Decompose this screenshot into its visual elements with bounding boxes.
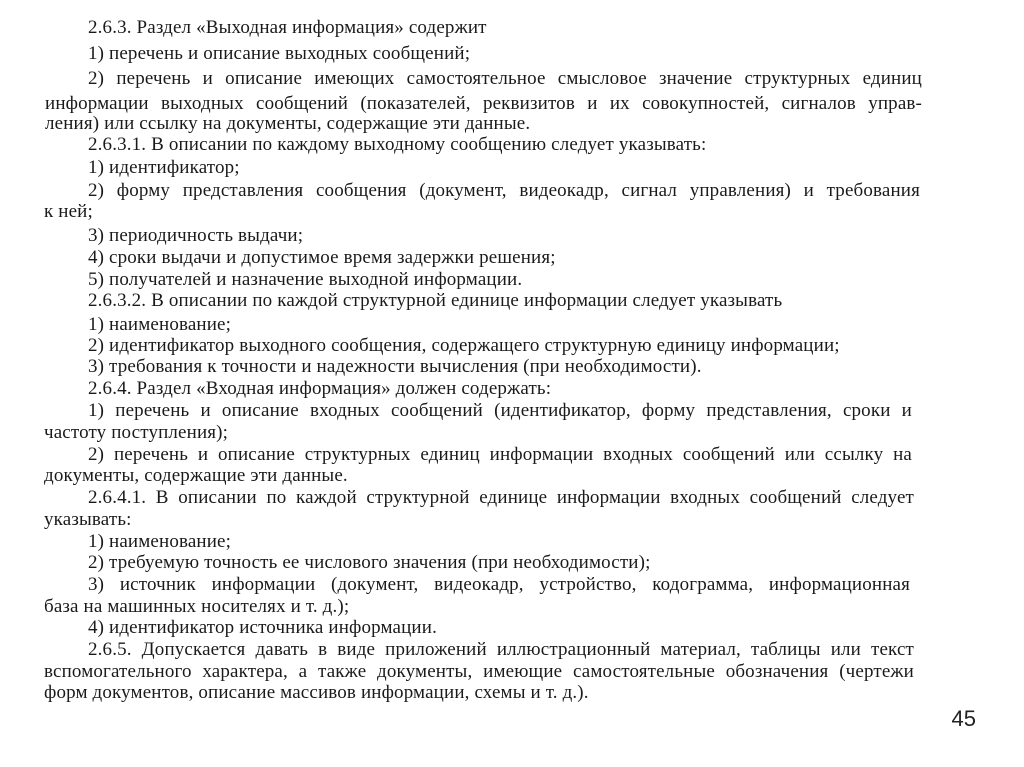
text-line: 1) перечень и описание входных сообщений (идентификатор, форму представления, сроки и	[88, 400, 912, 421]
text-line: 1) наименование;	[88, 314, 232, 335]
slide-number: 45	[951, 706, 976, 731]
text-line: 3) требования к точности и надежности вычисления (при необходимости).	[88, 356, 702, 377]
text-line: 2.6.3. Раздел «Выходная информация» содержит	[88, 17, 487, 38]
text-line: 2) идентификатор выходного сообщения, содержащего структурную единицу информации;	[88, 335, 840, 356]
text-line: к ней;	[44, 201, 93, 222]
text-line: 2.6.4. Раздел «Входная информация» должен содержать:	[88, 378, 552, 399]
text-line: 1) идентификатор;	[88, 157, 240, 178]
text-line: 2) требуемую точность ее числового значения (при необходимости);	[88, 552, 651, 573]
text-line: частоту поступления);	[44, 422, 229, 443]
text-line: вспомогательного характера, а также документы, имеющие самостоятельные обозначения (чертежи	[44, 661, 914, 682]
text-line: 5) получателей и назначение выходной информации.	[88, 269, 523, 290]
text-line: 2) форму представления сообщения (документ, видеокадр, сигнал управления) и требования	[88, 180, 920, 201]
text-line: документы, содержащие эти данные.	[44, 465, 348, 486]
text-line: 1) наименование;	[88, 531, 232, 552]
text-line: 4) сроки выдачи и допустимое время задержки решения;	[88, 247, 556, 268]
text-line: информации выходных сообщений (показателей, реквизитов и их совокупностей, сигналов управ-	[45, 93, 922, 114]
text-line: форм документов, описание массивов информации, схемы и т. д.).	[44, 682, 589, 703]
text-line: 2) перечень и описание структурных единиц информации входных сообщений или ссылку на	[88, 444, 912, 465]
text-line: 2.6.4.1. В описании по каждой структурной единице информации входных сообщений следует	[88, 487, 914, 508]
text-line: 3) источник информации (документ, видеокадр, устройство, кодограмма, информационная	[88, 574, 910, 595]
text-line: 3) периодичность выдачи;	[88, 225, 304, 246]
text-line: 1) перечень и описание выходных сообщений;	[88, 43, 471, 64]
text-line: 2.6.3.1. В описании по каждому выходному сообщению следует указывать:	[88, 134, 707, 155]
text-line: 2) перечень и описание имеющих самостоятельное смысловое значение структурных единиц	[88, 68, 922, 89]
text-line: 2.6.3.2. В описании по каждой структурной единице информации следует указывать	[88, 290, 783, 311]
text-line: ления) или ссылку на документы, содержащие эти данные.	[45, 113, 531, 134]
text-line: 4) идентификатор источника информации.	[88, 617, 437, 638]
text-line: база на машинных носителях и т. д.);	[44, 596, 350, 617]
text-line: 2.6.5. Допускается давать в виде приложений иллюстрационный материал, таблицы или текст	[88, 639, 914, 660]
text-line: указывать:	[44, 509, 132, 530]
